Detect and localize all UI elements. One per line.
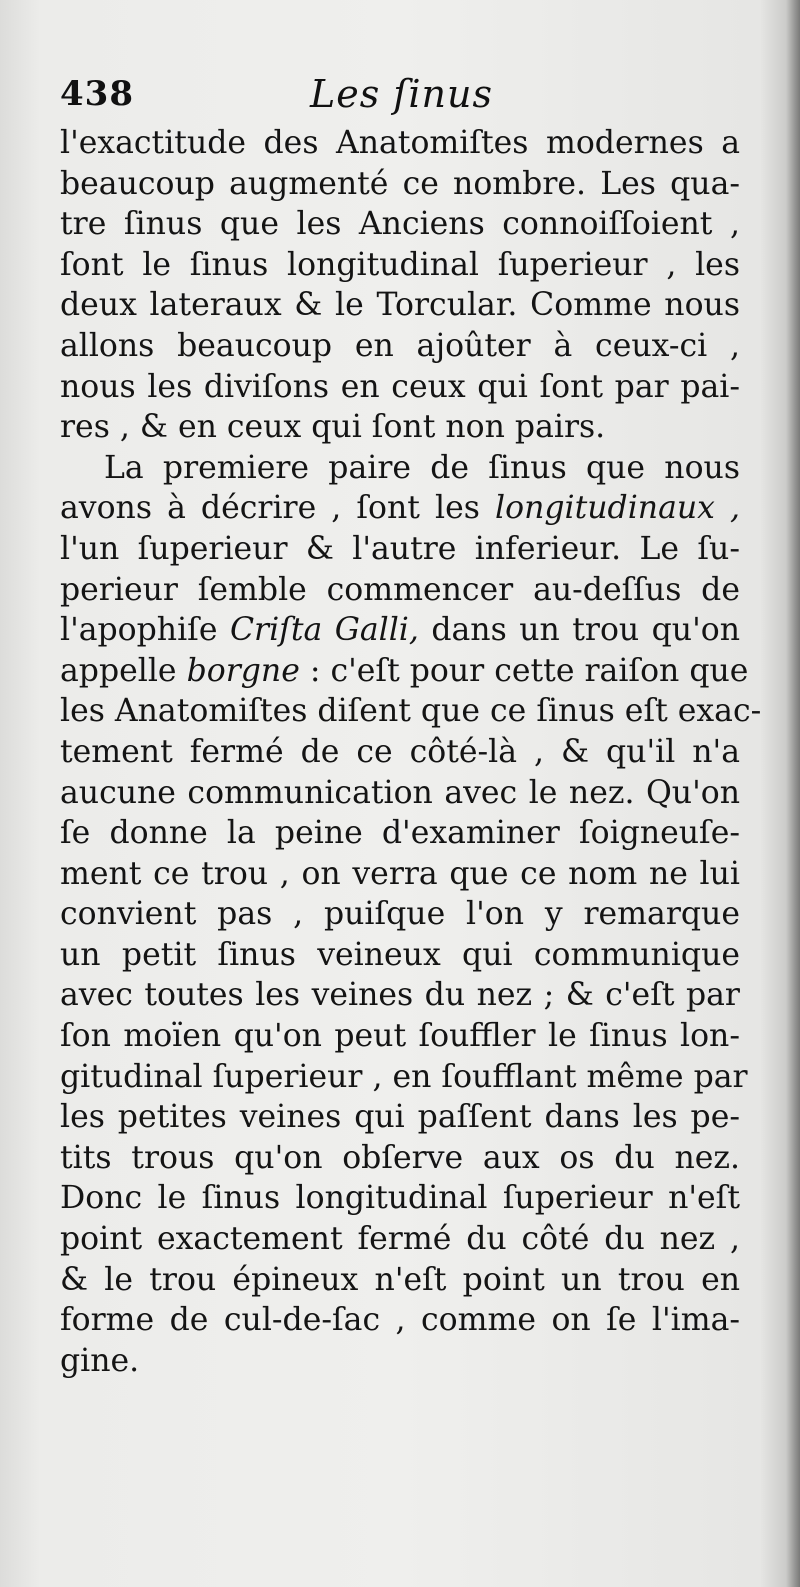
- text-line: ſe donne la peine d'examiner ſoigneuſe-: [60, 815, 740, 852]
- text-line: point exactement fermé du côté du nez ,: [60, 1221, 740, 1258]
- text-line: l'un ſuperieur & l'autre inferieur. Le ſu-: [60, 530, 740, 567]
- text-line: res , & en ceux qui ſont non pairs.: [60, 409, 606, 446]
- text-line: les Anatomiſtes diſent que ce ſinus eſt exac-: [60, 693, 762, 730]
- italic-term: Criſta Galli,: [229, 612, 419, 649]
- running-head: Les ſinus: [310, 72, 493, 116]
- text-line: perieur ſemble commencer au-deſſus de: [60, 571, 740, 608]
- text-line: avec toutes les veines du nez ; & c'eſt par: [60, 977, 740, 1014]
- page-header: [60, 72, 740, 122]
- page-number: 438: [60, 74, 134, 114]
- text-line: [60, 610, 740, 651]
- page-edge-shadow: [786, 0, 800, 1587]
- text-run: appelle: [60, 652, 177, 689]
- text-line: un petit ſinus veineux qui communique: [60, 936, 740, 973]
- body-text: [60, 123, 762, 1381]
- italic-term: borgne: [186, 652, 300, 689]
- text-line: beaucoup augmenté ce nombre. Les qua-: [60, 165, 740, 202]
- text-line: ſon moïen qu'on peut ſouffler le ſinus lon-: [60, 1018, 740, 1055]
- text-line: tement fermé de ce côté-là , & qu'il n'a: [60, 733, 740, 770]
- text-line: deux lateraux & le Torcular. Comme nous: [60, 287, 740, 324]
- text-line: [60, 488, 740, 529]
- text-line: tre ſinus que les Anciens connoiſſoient ,: [60, 206, 740, 243]
- text-line: ſont le ſinus longitudinal ſuperieur , les: [60, 246, 740, 283]
- text-line: aucune communication avec le nez. Qu'on: [60, 774, 740, 811]
- text-line: forme de cul-de-ſac , comme on ſe l'ima-: [60, 1302, 740, 1339]
- text-line: les petites veines qui paſſent dans les pe-: [60, 1099, 740, 1136]
- text-line: [60, 651, 749, 692]
- text-line: Donc le ſinus longitudinal ſuperieur n'eſt: [60, 1180, 740, 1217]
- text-run: avons à décrire , ſont les: [60, 490, 480, 527]
- text-line: allons beaucoup en ajoûter à ceux-ci ,: [60, 327, 740, 364]
- italic-term: longitudinaux ,: [495, 490, 740, 527]
- text-run: : c'eſt pour cette raiſon que: [309, 652, 749, 689]
- text-line: gitudinal ſuperieur , en ſoufflant même par: [60, 1058, 748, 1095]
- text-line: l'exactitude des Anatomiſtes modernes a: [60, 125, 740, 161]
- paragraph-start-line: La premiere paire de ſinus que nous: [104, 449, 740, 486]
- text-line: & le trou épineux n'eſt point un trou en: [60, 1261, 740, 1298]
- text-line: tits trous qu'on obſerve aux os du nez.: [60, 1139, 740, 1176]
- text-line: ment ce trou , on verra que ce nom ne lui: [60, 855, 740, 892]
- text-line: convient pas , puiſque l'on y remarque: [60, 896, 740, 933]
- text-line: nous les diviſons en ceux qui ſont par pai-: [60, 368, 740, 405]
- text-run: l'apophiſe: [60, 612, 218, 649]
- text-line: gine.: [60, 1342, 140, 1379]
- text-run: dans un trou qu'on: [431, 612, 741, 649]
